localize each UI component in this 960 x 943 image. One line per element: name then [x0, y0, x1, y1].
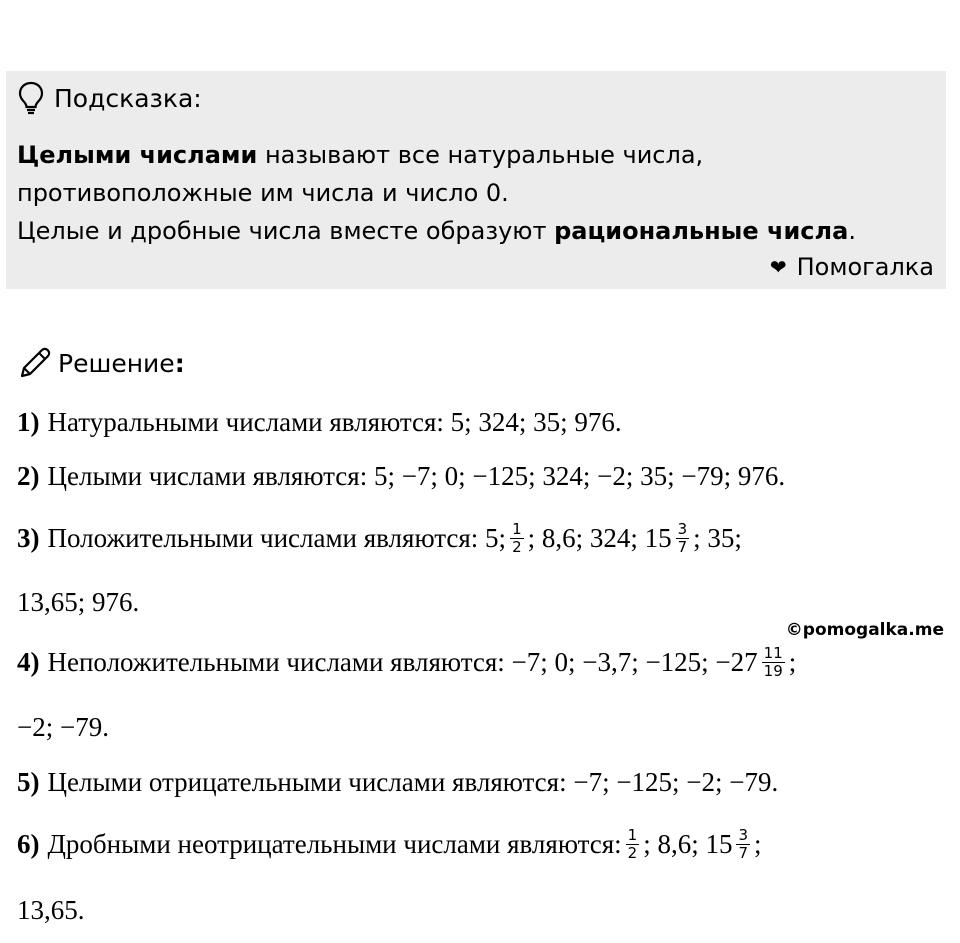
answer-6-continued: 13,65.	[17, 894, 85, 925]
hint-title: Подсказка:	[54, 83, 202, 113]
hint-header	[18, 78, 202, 118]
hint-line-2: противоположные им числа и число 0.	[17, 179, 509, 207]
hint-term-integers: Целыми числами	[17, 141, 258, 169]
fraction: $\frac{1}{2}$	[627, 825, 638, 862]
answer-5: 5) Целыми отрицательными числами являются: −7; −125; −2; −79.	[17, 766, 779, 797]
hint-term-rationals: рациональные числа	[554, 217, 849, 245]
watermark: ©pomogalka.me	[785, 620, 944, 640]
heart-icon: ❤	[769, 255, 787, 279]
lightbulb-icon	[18, 81, 44, 115]
answer-6: 6) Дробными неотрицательными числами являются: $\frac{1}{2}$ ; 8,6; 15 $\frac{3}{7}$ ;	[17, 825, 762, 862]
fraction: $\frac{3}{7}$	[738, 825, 749, 862]
hint-text	[17, 136, 927, 250]
pencil-icon	[18, 346, 52, 380]
credit-label: Помогалка	[796, 253, 934, 281]
credit	[770, 253, 934, 281]
solution-header: Решение :	[18, 343, 185, 383]
fraction: $\frac{1}{2}$	[512, 519, 522, 556]
hint-line-1: Целыми числами называют все натуральные числа,	[17, 141, 704, 169]
solution-title: Решение	[58, 348, 175, 378]
hint-line-3: Целые и дробные числа вместе образуют рациональные числа.	[17, 217, 856, 245]
answer-4: 4) Неположительными числами являются: −7; 0; −3,7; −125; −27 $\frac{11}{19}$ ;	[17, 643, 797, 680]
answer-1: 1) Натуральными числами являются: 5; 324; 35; 976.	[17, 406, 622, 437]
answer-4-continued: −2; −79.	[17, 711, 109, 742]
answer-3: 3) Положительными числами являются: 5; $\frac{1}{2}$ ; 8,6; 324; 15 $\frac{3}{7}$ ; 35;	[17, 519, 742, 556]
fraction: $\frac{11}{19}$	[763, 643, 783, 680]
answer-3-continued: 13,65; 976.	[17, 586, 140, 617]
fraction: $\frac{3}{7}$	[677, 519, 688, 556]
answer-2: 2) Целыми числами являются: 5; −7; 0; −125; 324; −2; 35; −79; 976.	[17, 460, 786, 491]
